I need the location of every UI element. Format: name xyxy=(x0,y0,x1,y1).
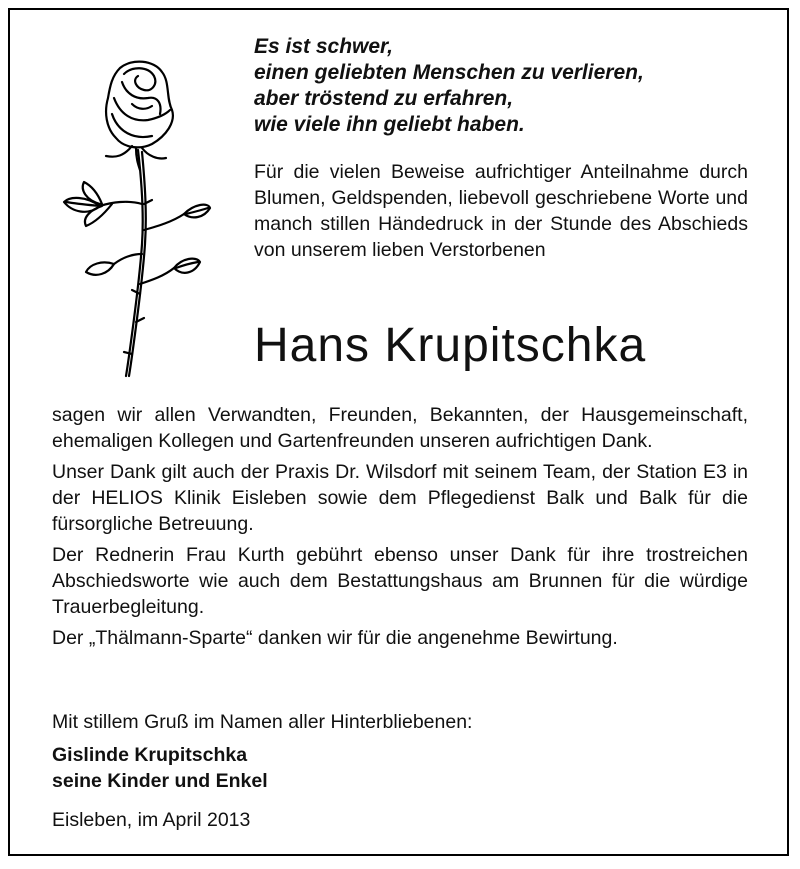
deceased-name: Hans Krupitschka xyxy=(254,319,647,372)
quote-line: einen geliebten Menschen zu verlieren, xyxy=(254,61,644,84)
place-and-date: Eisleben, im April 2013 xyxy=(52,809,251,831)
quote-line: wie viele ihn geliebt haben. xyxy=(254,113,525,136)
signers xyxy=(52,742,268,794)
memorial-quote xyxy=(254,34,734,138)
thanks-paragraph: Unser Dank gilt auch der Praxis Dr. Wilsdorf mit seinem Team, der Station E3 in der HELIOS Klinik Eisleben sowie dem Pflegedienst Balk und Balk für die fürsorgliche Betreuung. xyxy=(52,461,748,535)
thanks-paragraph: sagen wir allen Verwandten, Freunden, Bekannten, der Hausgemeinschaft, ehemaligen Kollegen und Gartenfreunden unseren aufrichtigen Dank. xyxy=(52,404,748,452)
quote-line: aber tröstend zu erfahren, xyxy=(254,87,514,110)
rose-icon xyxy=(62,54,212,384)
obituary-notice xyxy=(8,8,789,856)
signer-name: Gislinde Krupitschka xyxy=(52,744,248,766)
thanks-body xyxy=(52,402,748,656)
signer-name: seine Kinder und Enkel xyxy=(52,770,268,792)
thanks-paragraph: Der „Thälmann-Sparte“ danken wir für die angenehme Bewirtung. xyxy=(52,627,618,649)
thanks-paragraph: Der Rednerin Frau Kurth gebührt ebenso unser Dank für ihre trostreichen Abschiedsworte wie auch dem Bestattungshaus am Brunnen für die würdige Trauerbegleitung. xyxy=(52,544,748,618)
quote-line: Es ist schwer, xyxy=(254,35,393,58)
intro-text: Für die vielen Beweise aufrichtiger Anteilnahme durch Blumen, Geldspenden, liebevoll geschriebene Worte und manch stillen Händedruck in der Stunde des Abschieds von unserem lieben Verstorbenen xyxy=(254,161,748,261)
closing-greeting: Mit stillem Gruß im Namen aller Hinterbliebenen: xyxy=(52,711,473,733)
